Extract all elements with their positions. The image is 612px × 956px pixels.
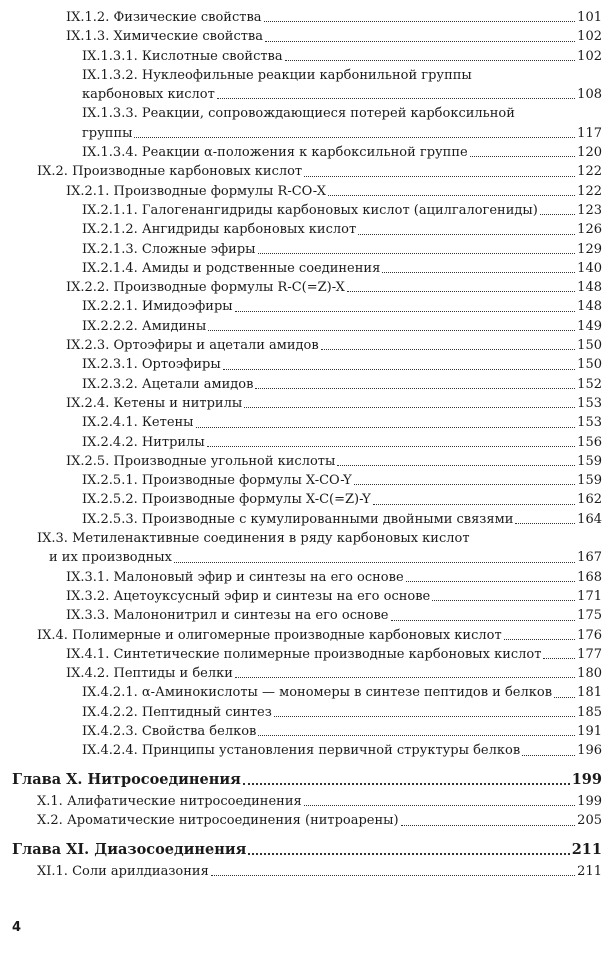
leader-dots	[540, 214, 575, 215]
leader-dots	[358, 234, 575, 235]
toc-title-continued: группы	[82, 125, 133, 141]
toc-entry[interactable]	[66, 645, 602, 664]
toc-section-number: IX.2.2.2.	[82, 318, 138, 334]
toc-row	[0, 66, 612, 105]
toc-title: Метиленактивные соединения в ряду карбоновых кислот	[72, 531, 470, 547]
leader-dots	[354, 484, 575, 485]
toc-title: Производные формулы R-CO-X	[113, 183, 326, 199]
leader-dots	[223, 369, 576, 370]
toc-row	[0, 27, 612, 46]
toc-row	[0, 626, 612, 645]
leader-dots	[258, 253, 576, 254]
leader-dots	[211, 875, 575, 876]
toc-section-number: IX.4.	[37, 627, 68, 643]
toc-entry[interactable]	[82, 490, 602, 509]
toc-entry[interactable]	[37, 162, 602, 181]
toc-title: Ацетали амидов	[141, 376, 254, 392]
toc-entry[interactable]	[82, 47, 602, 66]
toc-title: Галогенангидриды карбоновых кислот (ацилгалогениды)	[141, 202, 538, 218]
toc-title: Производные формулы X-C(=Z)-Y	[141, 492, 371, 508]
toc-title: Производные формулы R-C(=Z)-X	[113, 280, 345, 296]
toc-row	[0, 201, 612, 220]
toc-page-number: 199	[577, 794, 602, 810]
toc-row	[0, 104, 612, 143]
toc-title: Кислотные свойства	[141, 48, 283, 64]
toc-page-number: 148	[577, 299, 602, 315]
toc-title: Амиды и родственные соединения	[141, 260, 381, 276]
toc-title: Ацетоуксусный эфир и синтезы на его основе	[113, 588, 431, 604]
toc-row	[0, 529, 612, 568]
toc-row	[0, 862, 612, 881]
toc-row	[0, 240, 612, 259]
leader-dots	[274, 716, 575, 717]
leader-dots	[432, 600, 575, 601]
toc-entry[interactable]	[37, 626, 602, 645]
toc-page-number: 150	[577, 357, 602, 373]
toc-entry[interactable]	[82, 201, 602, 220]
leader-dots	[196, 427, 576, 428]
toc-entry[interactable]	[66, 8, 602, 27]
toc-entry[interactable]	[37, 862, 602, 881]
toc-page-number: 153	[577, 395, 602, 411]
toc-row	[0, 452, 612, 471]
toc-section-number: IX.3.2.	[66, 588, 110, 604]
toc-entry[interactable]	[66, 394, 602, 413]
toc-section-number: IX.2.3.1.	[82, 357, 138, 373]
toc-page-number: 102	[577, 48, 602, 64]
toc-row	[0, 683, 612, 702]
toc-entry[interactable]	[82, 104, 602, 143]
toc-page-number: 102	[577, 29, 602, 45]
toc-title: Сложные эфиры	[141, 241, 256, 257]
toc-page-number: 211	[577, 864, 602, 880]
toc-section-number: IX.4.2.4.	[82, 743, 138, 759]
toc-section-number: IX.2.2.1.	[82, 299, 138, 315]
toc-section-number: Глава X.	[12, 770, 83, 788]
toc-title: Свойства белков	[141, 723, 257, 739]
toc-entry[interactable]	[82, 355, 602, 374]
toc-title: Принципы установления первичной структуры белков	[141, 743, 521, 759]
toc-page-number: 122	[577, 164, 602, 180]
toc-entry[interactable]	[37, 792, 602, 811]
leader-dots	[522, 755, 575, 756]
toc-entry[interactable]	[12, 769, 602, 791]
toc-title: Малононитрил и синтезы на его основе	[113, 608, 389, 624]
leader-dots	[347, 291, 575, 292]
toc-title: Нитросоединения	[87, 770, 241, 788]
toc-section-number: IX.2.1.2.	[82, 222, 138, 238]
toc-page-number: 167	[577, 550, 602, 566]
toc-section-number: X.2.	[37, 813, 63, 829]
toc-entry[interactable]	[82, 510, 602, 529]
toc-section-number: IX.2.5.3.	[82, 511, 138, 527]
toc-entry[interactable]	[12, 839, 602, 861]
toc-section-number: Глава XI.	[12, 840, 90, 858]
toc-title: Реакции, сопровождающиеся потерей карбоксильной	[141, 106, 515, 122]
toc-section-number: IX.2.1.4.	[82, 260, 138, 276]
toc-title: Производные угольной кислоты	[113, 453, 336, 469]
toc-row	[0, 792, 612, 811]
toc-row	[0, 471, 612, 490]
leader-dots	[504, 639, 576, 640]
toc-entry[interactable]	[82, 220, 602, 239]
toc-title: Ортоэфиры и ацетали амидов	[113, 338, 319, 354]
leader-dots	[285, 60, 576, 61]
toc-entry[interactable]	[66, 452, 602, 471]
toc-section-number: IX.1.3.2.	[82, 67, 138, 83]
toc-entry[interactable]	[82, 413, 602, 432]
toc-section-number: IX.4.2.2.	[82, 704, 138, 720]
toc-entry[interactable]	[82, 375, 602, 394]
leader-dots	[554, 697, 575, 698]
toc-title-continued: карбоновых кислот	[82, 87, 215, 103]
toc-page-number: 120	[577, 145, 602, 161]
toc-row	[0, 645, 612, 664]
toc-row	[0, 143, 612, 162]
leader-dots	[401, 825, 576, 826]
toc-row	[0, 703, 612, 722]
leader-dots	[208, 330, 575, 331]
toc-entry[interactable]	[37, 811, 602, 830]
leader-dots	[304, 805, 575, 806]
leader-dots	[258, 735, 575, 736]
toc-row	[0, 664, 612, 683]
toc-title-continued: и их производных	[49, 550, 172, 566]
toc-entry[interactable]	[66, 27, 602, 46]
toc-section-number: IX.2.5.	[66, 453, 110, 469]
toc-title: Химические свойства	[113, 29, 263, 45]
toc-title: Нитрилы	[141, 434, 205, 450]
toc-entry[interactable]	[37, 529, 602, 568]
leader-dots	[264, 21, 576, 22]
toc-entry[interactable]	[82, 66, 602, 105]
toc-section-number: IX.2.4.2.	[82, 434, 138, 450]
toc-entry[interactable]	[82, 297, 602, 316]
toc-section-number: XI.1.	[37, 864, 68, 880]
leader-dots	[244, 407, 575, 408]
toc-page-number: 117	[577, 125, 602, 141]
toc-row	[0, 297, 612, 316]
toc-section-number: IX.3.	[37, 531, 68, 547]
toc-page-number: 177	[577, 646, 602, 662]
toc-section-number: IX.2.4.	[66, 395, 110, 411]
toc-section-number: IX.4.1.	[66, 646, 110, 662]
leader-dots	[217, 98, 575, 99]
toc-section-number: IX.2.1.	[66, 183, 110, 199]
toc-page-number: 153	[577, 415, 602, 431]
toc-section-number: IX.2.3.2.	[82, 376, 138, 392]
toc-title: Производные формулы X-CO-Y	[141, 473, 352, 489]
toc-page-number: 101	[577, 10, 602, 25]
toc-title: Производные с кумулированными двойными связями	[141, 511, 514, 527]
toc-entry[interactable]	[66, 587, 602, 606]
toc-entry[interactable]	[66, 568, 602, 587]
toc-page-number: 180	[577, 666, 602, 682]
toc-row	[0, 394, 612, 413]
toc-row	[0, 259, 612, 278]
toc-section-number: IX.3.3.	[66, 608, 110, 624]
toc-entry[interactable]	[66, 278, 602, 297]
toc-page-number: 211	[571, 840, 602, 858]
toc-section-number: IX.4.2.3.	[82, 723, 138, 739]
toc-entry[interactable]	[82, 703, 602, 722]
toc-page-number: 149	[577, 318, 602, 334]
leader-dots	[337, 465, 575, 466]
leader-dots	[248, 853, 569, 855]
toc-row	[0, 587, 612, 606]
toc-title: Имидоэфиры	[141, 299, 233, 315]
toc-row	[0, 510, 612, 529]
toc-section-number: IX.2.2.	[66, 280, 110, 296]
table-of-contents	[0, 8, 612, 881]
toc-entry[interactable]	[82, 143, 602, 162]
toc-page-number: 150	[577, 338, 602, 354]
toc-row	[0, 355, 612, 374]
toc-page-number: 152	[577, 376, 602, 392]
leader-dots	[235, 677, 575, 678]
leader-dots	[304, 176, 575, 177]
toc-section-number: IX.3.1.	[66, 569, 110, 585]
toc-row	[0, 433, 612, 452]
toc-row	[0, 8, 612, 27]
toc-page-number: 159	[577, 473, 602, 489]
leader-dots	[328, 195, 575, 196]
toc-title: Ароматические нитросоединения (нитроарены)	[66, 813, 399, 829]
toc-page-number: 122	[577, 183, 602, 199]
toc-title: Соли арилдиазония	[72, 864, 209, 880]
toc-page-number: 123	[577, 202, 602, 218]
toc-title: Ангидриды карбоновых кислот	[141, 222, 357, 238]
leader-dots	[174, 562, 575, 563]
toc-section-number: IX.4.2.	[66, 666, 110, 682]
toc-page-number: 205	[577, 813, 602, 829]
toc-section-number: IX.1.3.	[66, 29, 110, 45]
toc-entry[interactable]	[66, 182, 602, 201]
toc-title: Нуклеофильные реакции карбонильной группы	[141, 67, 472, 83]
leader-dots	[207, 446, 576, 447]
toc-page-number: 126	[577, 222, 602, 238]
toc-section-number: IX.1.2.	[66, 10, 110, 25]
toc-page-number: 148	[577, 280, 602, 296]
toc-page-number: 156	[577, 434, 602, 450]
toc-row	[0, 761, 612, 793]
toc-row	[0, 490, 612, 509]
toc-row	[0, 278, 612, 297]
toc-title: Алифатические нитросоединения	[66, 794, 302, 810]
toc-row	[0, 606, 612, 625]
toc-page-number: 140	[577, 260, 602, 276]
toc-page-number: 164	[577, 511, 602, 527]
toc-section-number: IX.1.3.1.	[82, 48, 138, 64]
leader-dots	[406, 581, 576, 582]
toc-title: Диазосоединения	[94, 840, 247, 858]
toc-row	[0, 336, 612, 355]
toc-entry[interactable]	[82, 722, 602, 741]
leader-dots	[243, 783, 570, 785]
toc-section-number: IX.2.	[37, 164, 68, 180]
leader-dots	[543, 658, 575, 659]
toc-page-number: 162	[577, 492, 602, 508]
toc-section-number: IX.2.3.	[66, 338, 110, 354]
toc-page-number: 176	[577, 627, 602, 643]
toc-row	[0, 811, 612, 830]
toc-title: Малоновый эфир и синтезы на его основе	[113, 569, 404, 585]
toc-row	[0, 568, 612, 587]
toc-title: Кетены	[141, 415, 194, 431]
toc-page-number: 185	[577, 704, 602, 720]
toc-row	[0, 375, 612, 394]
toc-title: Физические свойства	[113, 10, 262, 25]
toc-title: α-Аминокислоты — мономеры в синтезе пептидов и белков	[141, 685, 553, 701]
toc-title: Производные карбоновых кислот	[72, 164, 303, 180]
toc-section-number: IX.1.3.4.	[82, 145, 138, 161]
leader-dots	[373, 504, 576, 505]
toc-entry[interactable]	[66, 336, 602, 355]
toc-section-number: IX.2.1.3.	[82, 241, 138, 257]
leader-dots	[470, 156, 575, 157]
toc-title: Амидины	[141, 318, 207, 334]
toc-title: Полимерные и олигомерные производные карбоновых кислот	[72, 627, 502, 643]
toc-row	[0, 182, 612, 201]
toc-section-number: X.1.	[37, 794, 63, 810]
toc-entry[interactable]	[82, 683, 602, 702]
toc-page-number: 191	[577, 723, 602, 739]
toc-entry[interactable]	[82, 471, 602, 490]
leader-dots	[265, 41, 575, 42]
toc-title: Кетены и нитрилы	[113, 395, 243, 411]
toc-entry[interactable]	[82, 240, 602, 259]
toc-page-number: 129	[577, 241, 602, 257]
toc-page-number: 159	[577, 453, 602, 469]
toc-page-number: 108	[577, 87, 602, 103]
toc-row	[0, 741, 612, 760]
leader-dots	[515, 523, 575, 524]
toc-entry[interactable]	[82, 259, 602, 278]
toc-entry[interactable]	[82, 741, 602, 760]
toc-section-number: IX.2.1.1.	[82, 202, 138, 218]
toc-row	[0, 47, 612, 66]
toc-page-number: 175	[577, 608, 602, 624]
toc-page-number: 181	[577, 685, 602, 701]
toc-row	[0, 722, 612, 741]
toc-title: Пептидный синтез	[141, 704, 272, 720]
toc-title: Пептиды и белки	[113, 666, 233, 682]
page-number: 4	[12, 920, 22, 935]
leader-dots	[255, 388, 575, 389]
toc-page-number: 168	[577, 569, 602, 585]
toc-page-number: 196	[577, 743, 602, 759]
toc-entry[interactable]	[66, 664, 602, 683]
toc-entry[interactable]	[82, 433, 602, 452]
toc-section-number: IX.4.2.1.	[82, 685, 138, 701]
toc-section-number: IX.2.4.1.	[82, 415, 138, 431]
toc-row	[0, 831, 612, 863]
toc-title: Синтетические полимерные производные карбоновых кислот	[113, 646, 542, 662]
toc-row	[0, 413, 612, 432]
leader-dots	[391, 620, 576, 621]
toc-entry[interactable]	[66, 606, 602, 625]
toc-title: Реакции α-положения к карбоксильной группе	[141, 145, 468, 161]
leader-dots	[382, 272, 575, 273]
toc-page-number: 171	[577, 588, 602, 604]
toc-page-number: 199	[571, 770, 602, 788]
toc-row	[0, 162, 612, 181]
toc-row	[0, 220, 612, 239]
leader-dots	[235, 311, 576, 312]
toc-section-number: IX.2.5.2.	[82, 492, 138, 508]
leader-dots	[321, 349, 575, 350]
toc-title: Ортоэфиры	[141, 357, 221, 373]
toc-entry[interactable]	[82, 317, 602, 336]
leader-dots	[134, 137, 575, 138]
toc-section-number: IX.1.3.3.	[82, 106, 138, 122]
toc-row	[0, 317, 612, 336]
toc-section-number: IX.2.5.1.	[82, 473, 138, 489]
